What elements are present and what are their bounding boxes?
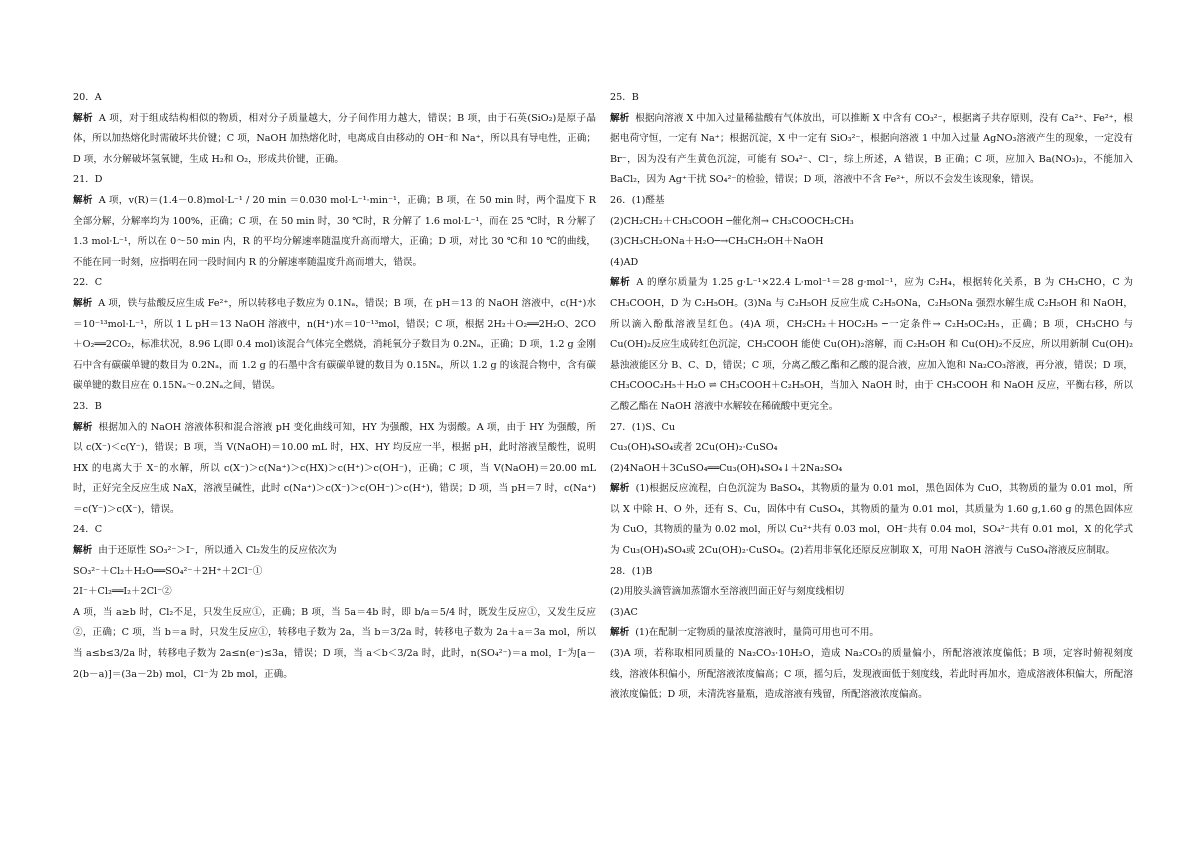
explanation-label: 解析: [73, 112, 93, 124]
question-answer-heading: [73, 273, 596, 294]
answer-line: [610, 232, 1133, 253]
answer-key-text: 20．A: [73, 92, 102, 103]
answer-line-text: (3)A 项，若称取相同质量的 Na₂CO₃·10H₂O，造成 Na₂CO₃的质量偏小，所配溶液浓度偏低；B 项，定容时俯视刻度线，溶液体积偏小，所配溶液浓度偏高；C 项，摇匀后，发现液面低于刻度线，若此时再加水，造成溶液体积偏大，所配溶液浓度偏低；D 项，未清洗容量瓶，造成溶液有残留，所配溶液浓度偏高。: [610, 648, 1133, 701]
explanation-paragraph: [73, 541, 596, 562]
explanation-text: 根据加入的 NaOH 溶液体积和混合溶液 pH 变化曲线可知，HY 为强酸，HX 为弱酸。A 项，由于 HY 为强酸，所以 c(X⁻)＜c(Y⁻)，错误；B 项，当 V(NaOH)＝10.00 mL 时，HX、HY 均反应一半，根据 pH，此时溶液呈酸性，说明 HX 的电离大于 X⁻的水解，所以 c(X⁻)＞c(Na⁺)＞c(HX)＞c(H⁺)＞c(OH⁻)，正确；C 项，当 V(NaOH)＝20.00 mL 时，正好完全反应生成 NaX，溶液呈碱性，此时 c(Na⁺)＞c(X⁻)＞c(OH⁻)＞c(H⁺)，错误；D 项，当 pH＝7 时，c(Na⁺)＝c(Y⁻)＞c(X⁻)，错误。: [73, 421, 597, 515]
explanation-label: 解析: [610, 483, 630, 495]
answer-column-right: [610, 88, 1133, 706]
explanation-text: (1)根据反应流程，白色沉淀为 BaSO₄，其物质的量为 0.01 mol，黑色固体为 CuO，其物质的量为 0.01 mol，所以 X 中除 H、O 外，还有 S、Cu，固体中有 CuSO₄，其物质的量为 0.01 mol，其质量为 1.60 g,1.60 g 的黑色固体应为 CuO，其物质的量为 0.02 mol，所以 Cu²⁺共有 0.03 mol，OH⁻共有 0.04 mol，SO₄²⁻共有 0.01 mol，X 的化学式为 Cu₃(OH)₄SO₄或 2Cu(OH)₂·CuSO₄。(2)若用非氧化还原反应制取 X，可用 NaOH 溶液与 CuSO₄溶液反应制取。: [610, 483, 1134, 557]
question-answer-heading: [610, 88, 1133, 109]
question-answer-heading: [610, 191, 1133, 212]
explanation-text: A 项，铁与盐酸反应生成 Fe²⁺，所以转移电子数应为 0.1Nₐ，错误；B 项，在 pH＝13 的 NaOH 溶液中，c(H⁺)水＝10⁻¹³mol·L⁻¹，所以 1 L pH＝13 NaOH 溶液中，n(H⁺)水＝10⁻¹³mol，错误；C 项，根据 2H₂＋O₂══2H₂O、2CO＋O₂══2CO₂，标准状况，8.96 L(即 0.4 mol)该混合气体完全燃烧，消耗氧分子数目为 0.2Nₐ，正确；D 项，1.2 g 金刚石中含有碳碳单键的数目为 0.2Nₐ，而 1.2 g 的石墨中含有碳碳单键的数目为 0.15Nₐ，所以 1.2 g 的该混合物中，含有碳碳单键的数目应在 0.15Nₐ～0.2Nₐ之间，错误。: [73, 297, 597, 392]
explanation-label: 解析: [610, 112, 630, 124]
answer-key-text: 26．(1)醛基: [610, 194, 665, 206]
answer-line-text: (4)AD: [610, 256, 639, 268]
question-answer-heading: [73, 88, 596, 109]
answer-line: [610, 438, 1133, 459]
explanation-text: 根据向溶液 X 中加入过量稀盐酸有气体放出，可以推断 X 中含有 CO₃²⁻，根据离子共存原则，没有 Ca²⁺、Fe²⁺，根据电荷守恒，一定有 Na⁺；根据沉淀，X 中一定有 SiO₃²⁻，根据向溶液 1 中加入过量 AgNO₃溶液产生的现象，一定没有 Br⁻，因为没有产生黄色沉淀，可能有 SO₄²⁻、Cl⁻，综上所述，A 错误，B 正确；C 项，应加入 Ba(NO₃)₂，不能加入 BaCl₂，因为 Ag⁺干扰 SO₄²⁻的检验，错误；D 项，溶液中不含 Fe²⁺，所以不会发生该现象，错误。: [610, 112, 1134, 186]
answer-key-text: 22．C: [73, 277, 103, 289]
question-answer-heading: [610, 562, 1133, 583]
answer-line: [610, 603, 1133, 624]
answer-column-left: [73, 88, 596, 685]
answer-key-text: 21．D: [73, 174, 103, 186]
answer-line: [73, 603, 596, 685]
answer-key-text: 25．B: [610, 92, 639, 103]
explanation-paragraph: [610, 623, 1133, 644]
explanation-text: (1)在配制一定物质的量浓度溶液时，量筒可用也可不用。: [635, 627, 880, 639]
answer-key-text: 27．(1)S、Cu: [610, 421, 676, 433]
explanation-label: 解析: [73, 545, 93, 557]
explanation-label: 解析: [73, 421, 93, 433]
answer-line: [610, 644, 1133, 706]
answer-line-text: (3)AC: [610, 606, 638, 618]
question-answer-heading: [73, 170, 596, 191]
answer-line-text: (2)4NaOH＋3CuSO₄══Cu₃(OH)₄SO₄↓＋2Na₂SO₄: [610, 462, 843, 474]
answer-line-text: Cu₃(OH)₄SO₄或者 2Cu(OH)₂·CuSO₄: [610, 442, 778, 454]
explanation-paragraph: [610, 273, 1133, 417]
answer-line: [610, 582, 1133, 603]
answer-line: [610, 212, 1133, 233]
answer-line: [73, 582, 596, 603]
answer-line: [73, 562, 596, 583]
question-answer-heading: [610, 418, 1133, 439]
explanation-label: 解析: [73, 194, 93, 206]
explanation-label: 解析: [73, 297, 93, 309]
explanation-text: 由于还原性 SO₃²⁻＞I⁻，所以通入 Cl₂发生的反应依次为: [98, 545, 337, 557]
explanation-paragraph: [73, 418, 596, 521]
explanation-paragraph: [73, 191, 596, 273]
explanation-text: A 的摩尔质量为 1.25 g·L⁻¹×22.4 L·mol⁻¹＝28 g·mol⁻¹，应为 C₂H₄，根据转化关系，B 为 CH₃CHO，C 为 CH₃COOH，D 为 C₂H₅OH。(3)Na 与 C₂H₅OH 反应生成 C₂H₅ONa，C₂H₅ONa 强烈水解生成 C₂H₅OH 和 NaOH，所以滴入酚酞溶液呈红色。(4)A 项，CH₂CH₂＋HOC₂H₅ ─一定条件→ C₂H₅OC₂H₅，正确；B 项，CH₃CHO 与 Cu(OH)₂反应生成砖红色沉淀，CH₃COOH 能使 Cu(OH)₂溶解，而 C₂H₅OH 和 Cu(OH)₂不反应，所以用新制 Cu(OH)₂悬浊液能区分 B、C、D，错误；C 项，分离乙酸乙酯和乙酸的混合液，应加入饱和 Na₂CO₃溶液，再分液，错误；D 项，CH₃COOC₂H₅＋H₂O ⇌ CH₃COOH＋C₂H₅OH，当加入 NaOH 时，由于 CH₃COOH 和 NaOH 反应，平衡右移，所以乙酸乙酯在 NaOH 溶液中水解较在稀硫酸中更完全。: [610, 277, 1133, 412]
answer-line: [610, 459, 1133, 480]
explanation-text: A 项，v(R)＝(1.4－0.8)mol·L⁻¹ / 20 min ＝0.030 mol·L⁻¹·min⁻¹，正确；B 项，在 50 min 时，两个温度下 R 全部分解，分解率均为 100%，正确；C 项，在 50 min 时，30 ℃时，R 分解了 1.6 mol·L⁻¹，而在 25 ℃时，R 分解了 1.3 mol·L⁻¹，所以在 0～50 min 内，R 的平均分解速率随温度升高而增大，正确；D 项，对比 30 ℃和 10 ℃的曲线，不能在同一时刻，应指明在同一段时间内 R 的分解速率随温度升高而增大，错误。: [73, 194, 596, 268]
answer-key-text: 23．B: [73, 400, 102, 412]
answer-line: [610, 253, 1133, 274]
explanation-label: 解析: [610, 277, 631, 289]
explanation-paragraph: [73, 294, 596, 397]
answer-line-text: A 项，当 a≥b 时，Cl₂不足，只发生反应①，正确；B 项，当 5a＝4b 时，即 b/a＝5/4 时，既发生反应①，又发生反应②，正确；C 项，当 b＝a 时，只发生反应①，转移电子数为 2a，当 b＝3/2a 时，转移电子数为 2a＋a＝3a mol，所以当 a≤b≤3/2a 时，转移电子数为 2a≤n(e⁻)≤3a，错误；D 项，当 a＜b＜3/2a 时，此时，n(SO₄²⁻)＝a mol，I⁻为[a－2(b－a)]＝(3a－2b) mol，Cl⁻为 2b mol，正确。: [73, 606, 596, 680]
answer-line-text: SO₃²⁻＋Cl₂＋H₂O══SO₄²⁻＋2H⁺＋2Cl⁻①: [73, 565, 263, 577]
explanation-text: A 项，对于组成结构相似的物质，相对分子质量越大，分子间作用力越大，错误；B 项，由于石英(SiO₂)是原子晶体，所以加热熔化时需破坏共价键；C 项，NaOH 加热熔化时，电离成自由移动的 OH⁻和 Na⁺，所以具有导电性，正确；D 项，水分解破坏氢氧键，生成 H₂和 O₂，形成共价键，正确。: [73, 112, 596, 165]
answer-line-text: 2I⁻＋Cl₂══I₂＋2Cl⁻②: [73, 586, 172, 598]
explanation-label: 解析: [610, 627, 630, 639]
explanation-paragraph: [610, 109, 1133, 191]
answer-key-text: 24．C: [73, 524, 103, 536]
explanation-paragraph: [73, 109, 596, 171]
question-answer-heading: [73, 520, 596, 541]
answer-line-text: (3)CH₃CH₂ONa＋H₂O─→CH₃CH₂OH＋NaOH: [610, 236, 824, 248]
answer-line-text: (2)CH₂CH₂＋CH₃COOH ─催化剂→ CH₃COOCH₂CH₃: [610, 215, 854, 227]
answer-key-text: 28．(1)B: [610, 565, 653, 577]
question-answer-heading: [73, 397, 596, 418]
answer-line-text: (2)用胶头滴管滴加蒸馏水至溶液凹面正好与刻度线相切: [610, 586, 845, 598]
explanation-paragraph: [610, 479, 1133, 561]
